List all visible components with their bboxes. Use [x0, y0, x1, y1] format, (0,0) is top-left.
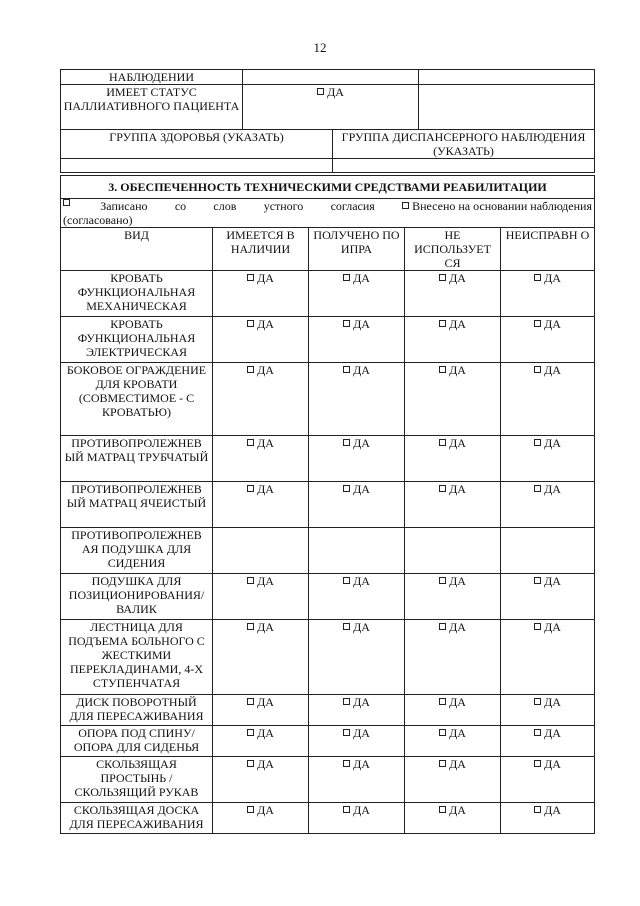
- checkbox-icon[interactable]: [534, 320, 541, 327]
- checkbox-icon[interactable]: [439, 698, 446, 705]
- yes-checkbox-cell[interactable]: [309, 726, 405, 757]
- checkbox-icon[interactable]: [343, 623, 350, 630]
- table-row: [61, 317, 595, 363]
- note-agreed: (согласовано): [63, 213, 133, 227]
- checkbox-icon[interactable]: [439, 320, 446, 327]
- table-row: [61, 363, 595, 436]
- observation-row: [61, 70, 595, 85]
- yes-label: ДА: [544, 317, 561, 331]
- yes-checkbox-cell[interactable]: [501, 757, 595, 803]
- equipment-name: ПРОТИВОПРОЛЕЖНЕВ АЯ ПОДУШКА ДЛЯ СИДЕНИЯ: [61, 528, 213, 574]
- yes-label: ДА: [257, 574, 274, 588]
- yes-checkbox-cell[interactable]: [405, 620, 501, 695]
- equipment-name: ДИСК ПОВОРОТНЫЙ ДЛЯ ПЕРЕСАЖИВАНИЯ: [61, 695, 213, 726]
- yes-checkbox-cell[interactable]: [213, 726, 309, 757]
- yes-label: ДА: [257, 803, 274, 817]
- yes-label: ДА: [257, 271, 274, 285]
- yes-label: ДА: [257, 363, 274, 377]
- yes-label: ДА: [353, 271, 370, 285]
- yes-label: ДА: [449, 620, 466, 634]
- header-not-used: НЕ ИСПОЛЬЗУЕТ СЯ: [405, 228, 501, 271]
- yes-checkbox-cell[interactable]: [213, 482, 309, 528]
- health-group-value[interactable]: [61, 159, 333, 173]
- palliative-label: ИМЕЕТ СТАТУС ПАЛЛИАТИВНОГО ПАЦИЕНТА: [61, 85, 243, 130]
- yes-checkbox-cell[interactable]: [309, 574, 405, 620]
- palliative-row: [61, 85, 595, 130]
- yes-label: ДА: [449, 317, 466, 331]
- checkbox-icon[interactable]: [247, 729, 254, 736]
- yes-checkbox-cell[interactable]: [501, 620, 595, 695]
- health-group-label: ГРУППА ЗДОРОВЬЯ (УКАЗАТЬ): [61, 130, 333, 159]
- checkbox-icon[interactable]: [247, 320, 254, 327]
- yes-label: ДА: [353, 574, 370, 588]
- observation-value[interactable]: [243, 70, 419, 85]
- yes-label: ДА: [353, 757, 370, 771]
- table-row: [61, 757, 595, 803]
- yes-label: ДА: [353, 482, 370, 496]
- checkbox-icon[interactable]: [247, 439, 254, 446]
- yes-label: ДА: [353, 803, 370, 817]
- equipment-name: СКОЛЬЗЯЩАЯ ДОСКА ДЛЯ ПЕРЕСАЖИВАНИЯ: [61, 803, 213, 834]
- section-note-row: [61, 199, 595, 228]
- yes-label: ДА: [544, 695, 561, 709]
- yes-checkbox-cell[interactable]: [213, 436, 309, 482]
- yes-label: ДА: [449, 726, 466, 740]
- yes-label: ДА: [353, 695, 370, 709]
- yes-checkbox-cell[interactable]: [309, 271, 405, 317]
- checkbox-icon[interactable]: [439, 729, 446, 736]
- yes-label: ДА: [353, 436, 370, 450]
- yes-checkbox-cell[interactable]: [213, 363, 309, 436]
- checkbox-icon[interactable]: [343, 366, 350, 373]
- patient-status-table: [60, 69, 595, 173]
- checkbox-icon[interactable]: [534, 760, 541, 767]
- yes-checkbox-cell[interactable]: [309, 757, 405, 803]
- header-kind: ВИД: [61, 228, 213, 271]
- table-row: [61, 271, 595, 317]
- checkbox-icon[interactable]: [439, 577, 446, 584]
- note-line: Записано со слов устного согласия Внесено на основании наблюдения: [63, 199, 592, 213]
- checkbox-icon[interactable]: [534, 439, 541, 446]
- yes-checkbox-cell[interactable]: [309, 482, 405, 528]
- checkbox-icon[interactable]: [439, 439, 446, 446]
- yes-checkbox-cell[interactable]: [405, 803, 501, 834]
- yes-checkbox-cell[interactable]: [213, 271, 309, 317]
- checkbox-icon[interactable]: [343, 439, 350, 446]
- table-header-row: [61, 228, 595, 271]
- yes-label: ДА: [449, 574, 466, 588]
- yes-checkbox-cell[interactable]: [405, 271, 501, 317]
- table-row: [61, 482, 595, 528]
- groups-value-row: [61, 159, 595, 173]
- yes-checkbox-cell[interactable]: [213, 317, 309, 363]
- checkbox-icon[interactable]: [439, 274, 446, 281]
- yes-checkbox-cell[interactable]: [213, 528, 309, 574]
- yes-label: ДА: [544, 726, 561, 740]
- checkbox-icon[interactable]: [247, 806, 254, 813]
- yes-label: ДА: [544, 620, 561, 634]
- checkbox-icon[interactable]: [247, 485, 254, 492]
- yes-checkbox-cell[interactable]: [309, 803, 405, 834]
- checkbox-icon[interactable]: [402, 202, 409, 209]
- checkbox-icon[interactable]: [439, 485, 446, 492]
- yes-label: ДА: [353, 726, 370, 740]
- equipment-name: КРОВАТЬ ФУНКЦИОНАЛЬНАЯ МЕХАНИЧЕСКАЯ: [61, 271, 213, 317]
- yes-checkbox-cell[interactable]: [309, 436, 405, 482]
- yes-label: ДА: [449, 271, 466, 285]
- yes-checkbox-cell[interactable]: [501, 574, 595, 620]
- equipment-name: ОПОРА ПОД СПИНУ/ ОПОРА ДЛЯ СИДЕНЬЯ: [61, 726, 213, 757]
- checkbox-icon[interactable]: [343, 698, 350, 705]
- checkbox-icon[interactable]: [534, 366, 541, 373]
- checkbox-icon[interactable]: [343, 806, 350, 813]
- dispensary-group-value[interactable]: [333, 159, 595, 173]
- yes-checkbox-cell[interactable]: [309, 363, 405, 436]
- equipment-name: БОКОВОЕ ОГРАЖДЕНИЕ ДЛЯ КРОВАТИ (СОВМЕСТИМОЕ - С КРОВАТЬЮ): [61, 363, 213, 436]
- yes-label: ДА: [353, 363, 370, 377]
- palliative-extra[interactable]: [419, 85, 595, 130]
- table-row: [61, 803, 595, 834]
- yes-checkbox-cell[interactable]: [309, 695, 405, 726]
- yes-checkbox-cell[interactable]: [309, 528, 405, 574]
- yes-checkbox-cell[interactable]: [213, 695, 309, 726]
- yes-checkbox-cell[interactable]: [405, 726, 501, 757]
- checkbox-icon[interactable]: [534, 729, 541, 736]
- yes-label: ДА: [544, 574, 561, 588]
- yes-checkbox-cell[interactable]: [501, 317, 595, 363]
- checkbox-icon[interactable]: [439, 366, 446, 373]
- yes-checkbox-cell[interactable]: [405, 574, 501, 620]
- yes-checkbox-cell[interactable]: [501, 695, 595, 726]
- checkbox-icon[interactable]: [247, 623, 254, 630]
- checkbox-icon[interactable]: [343, 760, 350, 767]
- yes-label: ДА: [449, 695, 466, 709]
- dispensary-group-label: ГРУППА ДИСПАНСЕРНОГО НАБЛЮДЕНИЯ (УКАЗАТЬ): [333, 130, 595, 159]
- equipment-name: ЛЕСТНИЦА ДЛЯ ПОДЪЕМА БОЛЬНОГО С ЖЕСТКИМИ ПЕРЕКЛАДИНАМИ, 4-Х СТУПЕНЧАТАЯ: [61, 620, 213, 695]
- yes-checkbox-cell[interactable]: [501, 436, 595, 482]
- checkbox-icon[interactable]: [534, 577, 541, 584]
- yes-checkbox-cell[interactable]: [405, 317, 501, 363]
- yes-label: ДА: [257, 726, 274, 740]
- yes-label: ДА: [544, 363, 561, 377]
- yes-label: ДА: [449, 757, 466, 771]
- page-number: 12: [313, 40, 327, 55]
- checkbox-icon[interactable]: [343, 320, 350, 327]
- checkbox-icon[interactable]: [534, 485, 541, 492]
- yes-label: ДА: [257, 317, 274, 331]
- checkbox-icon[interactable]: [63, 199, 70, 206]
- table-row: [61, 695, 595, 726]
- equipment-name: СКОЛЬЗЯЩАЯ ПРОСТЫНЬ /СКОЛЬЗЯЩИЙ РУКАВ: [61, 757, 213, 803]
- section-note: [61, 199, 595, 228]
- yes-checkbox-cell[interactable]: [213, 574, 309, 620]
- yes-checkbox-cell[interactable]: [213, 757, 309, 803]
- section-title-row: [61, 176, 595, 199]
- observation-extra[interactable]: [419, 70, 595, 85]
- yes-label: ДА: [449, 482, 466, 496]
- equipment-name: ПОДУШКА ДЛЯ ПОЗИЦИОНИРОВАНИЯ/ ВАЛИК: [61, 574, 213, 620]
- checkbox-icon[interactable]: [247, 698, 254, 705]
- checkbox-icon[interactable]: [343, 485, 350, 492]
- yes-checkbox-cell[interactable]: [501, 363, 595, 436]
- yes-checkbox-cell[interactable]: [501, 482, 595, 528]
- yes-label: ДА: [353, 317, 370, 331]
- yes-label: ДА: [544, 271, 561, 285]
- checkbox-icon[interactable]: [534, 806, 541, 813]
- yes-checkbox-cell[interactable]: [501, 271, 595, 317]
- checkbox-icon[interactable]: [343, 729, 350, 736]
- yes-label: ДА: [544, 436, 561, 450]
- rehab-means-table: [60, 175, 595, 834]
- yes-checkbox-cell[interactable]: [405, 528, 501, 574]
- table-body: [61, 271, 595, 834]
- yes-label: ДА: [449, 436, 466, 450]
- equipment-name: ПРОТИВОПРОЛЕЖНЕВ ЫЙ МАТРАЦ ТРУБЧАТЫЙ: [61, 436, 213, 482]
- checkbox-icon[interactable]: [439, 623, 446, 630]
- equipment-name: КРОВАТЬ ФУНКЦИОНАЛЬНАЯ ЭЛЕКТРИЧЕСКАЯ: [61, 317, 213, 363]
- checkbox-icon[interactable]: [247, 760, 254, 767]
- checkbox-icon[interactable]: [534, 698, 541, 705]
- checkbox-icon[interactable]: [343, 577, 350, 584]
- header-broken: НЕИСПРАВН О: [501, 228, 595, 271]
- yes-checkbox-cell[interactable]: [309, 620, 405, 695]
- yes-label: ДА: [257, 482, 274, 496]
- yes-checkbox-cell[interactable]: [405, 757, 501, 803]
- yes-checkbox-cell[interactable]: [405, 695, 501, 726]
- yes-label: ДА: [257, 695, 274, 709]
- yes-checkbox-cell[interactable]: [405, 482, 501, 528]
- table-row: [61, 726, 595, 757]
- palliative-checkbox[interactable]: ДА: [243, 85, 419, 130]
- observation-label: НАБЛЮДЕНИИ: [61, 70, 243, 85]
- yes-label: ДА: [544, 482, 561, 496]
- yes-checkbox-cell[interactable]: [501, 726, 595, 757]
- groups-row: [61, 130, 595, 159]
- header-available: ИМЕЕТСЯ В НАЛИЧИИ: [213, 228, 309, 271]
- observation-option[interactable]: Внесено на основании наблюдения: [402, 199, 592, 213]
- yes-label: ДА: [449, 803, 466, 817]
- header-received: ПОЛУЧЕНО ПО ИПРА: [309, 228, 405, 271]
- table-row: [61, 574, 595, 620]
- yes-label: ДА: [257, 757, 274, 771]
- yes-label: ДА: [257, 620, 274, 634]
- checkbox-icon[interactable]: [317, 88, 324, 95]
- yes-label: ДА: [449, 363, 466, 377]
- yes-checkbox-cell[interactable]: [213, 803, 309, 834]
- checkbox-icon[interactable]: [534, 623, 541, 630]
- table-row: [61, 528, 595, 574]
- yes-label: ДА: [353, 620, 370, 634]
- checkbox-icon[interactable]: [439, 760, 446, 767]
- yes-label: ДА: [544, 757, 561, 771]
- yes-checkbox-cell[interactable]: [501, 528, 595, 574]
- yes-checkbox-cell[interactable]: [213, 620, 309, 695]
- section-title: 3. ОБЕСПЕЧЕННОСТЬ ТЕХНИЧЕСКИМИ СРЕДСТВАМИ РЕАБИЛИТАЦИИ: [61, 176, 595, 199]
- equipment-name: ПРОТИВОПРОЛЕЖНЕВ ЫЙ МАТРАЦ ЯЧЕИСТЫЙ: [61, 482, 213, 528]
- checkbox-icon[interactable]: [247, 274, 254, 281]
- table-row: [61, 436, 595, 482]
- table-row: [61, 620, 595, 695]
- yes-checkbox-cell[interactable]: [501, 803, 595, 834]
- yes-checkbox-cell[interactable]: [405, 363, 501, 436]
- yes-checkbox-cell[interactable]: [405, 436, 501, 482]
- checkbox-icon[interactable]: [439, 806, 446, 813]
- yes-checkbox-cell[interactable]: [309, 317, 405, 363]
- checkbox-icon[interactable]: [343, 274, 350, 281]
- yes-label: ДА: [544, 803, 561, 817]
- checkbox-icon[interactable]: [534, 274, 541, 281]
- checkbox-icon[interactable]: [247, 577, 254, 584]
- yes-label: ДА: [257, 436, 274, 450]
- checkbox-icon[interactable]: [247, 366, 254, 373]
